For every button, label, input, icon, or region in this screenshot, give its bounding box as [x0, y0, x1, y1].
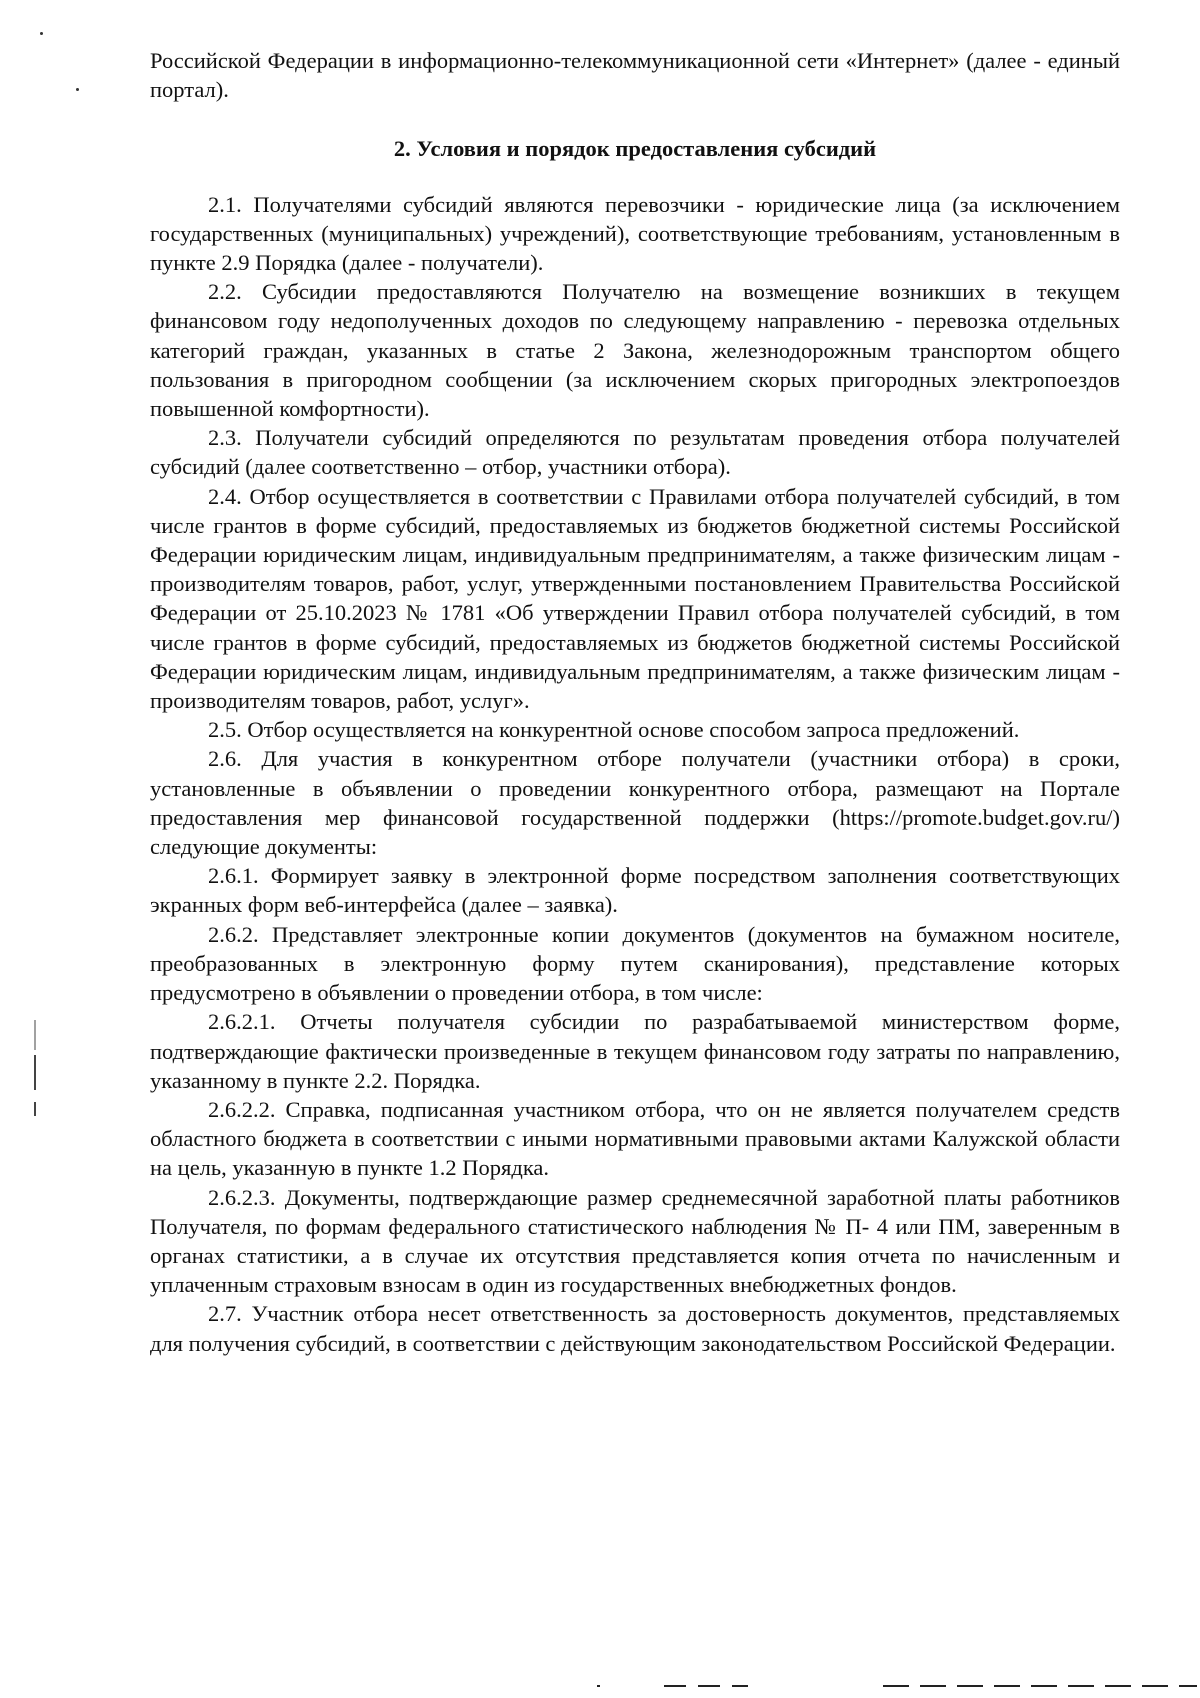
- paragraph-2-6: 2.6. Для участия в конкурентном отборе получатели (участники отбора) в сроки, установленные в объявлении о проведении конкурентного отбора, размещают на Портале предоставления мер финансовой государственной поддержки (https://promote.budget.gov.ru/) следующие документы:: [150, 746, 1120, 860]
- paragraph-2-6-2-2: 2.6.2.2. Справка, подписанная участником отбора, что он не является получателем средств областного бюджета в соответствии с иными нормативными правовыми актами Калужской области на цель, указанную в пункте 1.2 Порядка.: [150, 1096, 1120, 1181]
- section-heading: 2. Условия и порядок предоставления субсидий: [393, 136, 877, 162]
- scan-edge-dash: [1068, 1685, 1094, 1687]
- scan-edge-dash: [1142, 1685, 1168, 1687]
- paragraph-2-1: 2.1. Получателями субсидий являются перевозчики - юридические лица (за исключением государственных (муниципальных) учреждений), соответствующие требованиям, установленным в пункте 2.9 Порядка (далее - получатели).: [150, 191, 1120, 276]
- paragraph-2-2: 2.2. Субсидии предоставляются Получателю на возмещение возникших в текущем финансовом году недополученных доходов по следующему направлению - перевозка отдельных категорий граждан, указанных в статье 2 Закона, железнодорожным транспортом общего пользования в пригородном сообщении (за исключением скорых пригородных электропоездов повышенной комфортности).: [150, 279, 1120, 422]
- scan-edge-dash: [883, 1685, 909, 1687]
- paragraph-2-7: 2.7. Участник отбора несет ответственность за достоверность документов, представляемых для получения субсидий, в соответствии с действующим законодательством Российской Федерации.: [150, 1301, 1120, 1356]
- paragraph-2-6-2-1: 2.6.2.1. Отчеты получателя субсидии по разрабатываемой министерством форме, подтверждающие фактически произведенные в текущем финансовом году затраты по направлению, указанному в пункте 2.2. Порядка.: [150, 1009, 1120, 1093]
- scan-edge-dash: [920, 1685, 946, 1687]
- scan-edge-dash: [1179, 1685, 1197, 1687]
- scan-edge-dash: [664, 1685, 686, 1687]
- paragraph-2-3: 2.3. Получатели субсидий определяются по результатам проведения отбора получателей субсидий (далее соответственно – отбор, участники отбора).: [150, 425, 1120, 480]
- paragraph-2-6-2-3: 2.6.2.3. Документы, подтверждающие размер среднемесячной заработной платы работников Получателя, по формам федерального статистического наблюдения № П- 4 или ПМ, заверенным в органах статистики, а в случае их отсутствия представляется копия отчета по начисленным и уплаченным страховым взносам в один из государственных внебюджетных фондов.: [150, 1184, 1120, 1298]
- paragraph-2-6-1: 2.6.1. Формирует заявку в электронной форме посредством заполнения соответствующих экранных форм веб-интерфейса (далее – заявка).: [150, 863, 1120, 918]
- scan-speck: [40, 32, 43, 35]
- scan-edge-dash: [1031, 1685, 1057, 1687]
- scan-edge-dash: [597, 1685, 600, 1687]
- scan-edge-dash: [1105, 1685, 1131, 1687]
- paragraph-2-5: 2.5. Отбор осуществляется на конкурентной основе способом запроса предложений.: [208, 717, 1020, 743]
- paragraph-2-6-2: 2.6.2. Представляет электронные копии документов (документов на бумажном носителе, преобразованных в электронную форму путем сканирования), представление которых предусмотрено в объявлении о проведении отбора, в том числе:: [150, 921, 1120, 1006]
- scan-edge-dash: [698, 1685, 720, 1687]
- scan-edge-dash: [957, 1685, 983, 1687]
- scan-edge-dash: [994, 1685, 1020, 1687]
- margin-scan-mark: [34, 1102, 36, 1116]
- margin-scan-mark: [34, 1020, 36, 1050]
- scan-speck: [76, 88, 79, 91]
- margin-scan-mark: [34, 1055, 36, 1090]
- intro-paragraph: Российской Федерации в информационно-телекоммуникационной сети «Интернет» (далее - единый портал).: [150, 48, 1120, 103]
- document-body: [150, 46, 1120, 1358]
- scan-edge-dash: [732, 1685, 748, 1687]
- paragraph-2-4: 2.4. Отбор осуществляется в соответствии с Правилами отбора получателей субсидий, в том числе грантов в форме субсидий, предоставляемых из бюджетов бюджетной системы Российской Федерации юридическим лицам, индивидуальным предпринимателям, а также физическим лицам - производителям товаров, работ, услуг, утвержденными постановлением Правительства Российской Федерации от 25.10.2023 № 1781 «Об утверждении Правил отбора получателей субсидий, в том числе грантов в форме субсидий, предоставляемых из бюджетов бюджетной системы Российской Федерации юридическим лицам, индивидуальным предпринимателям, а также физическим лицам - производителям товаров, работ, услуг».: [150, 483, 1120, 714]
